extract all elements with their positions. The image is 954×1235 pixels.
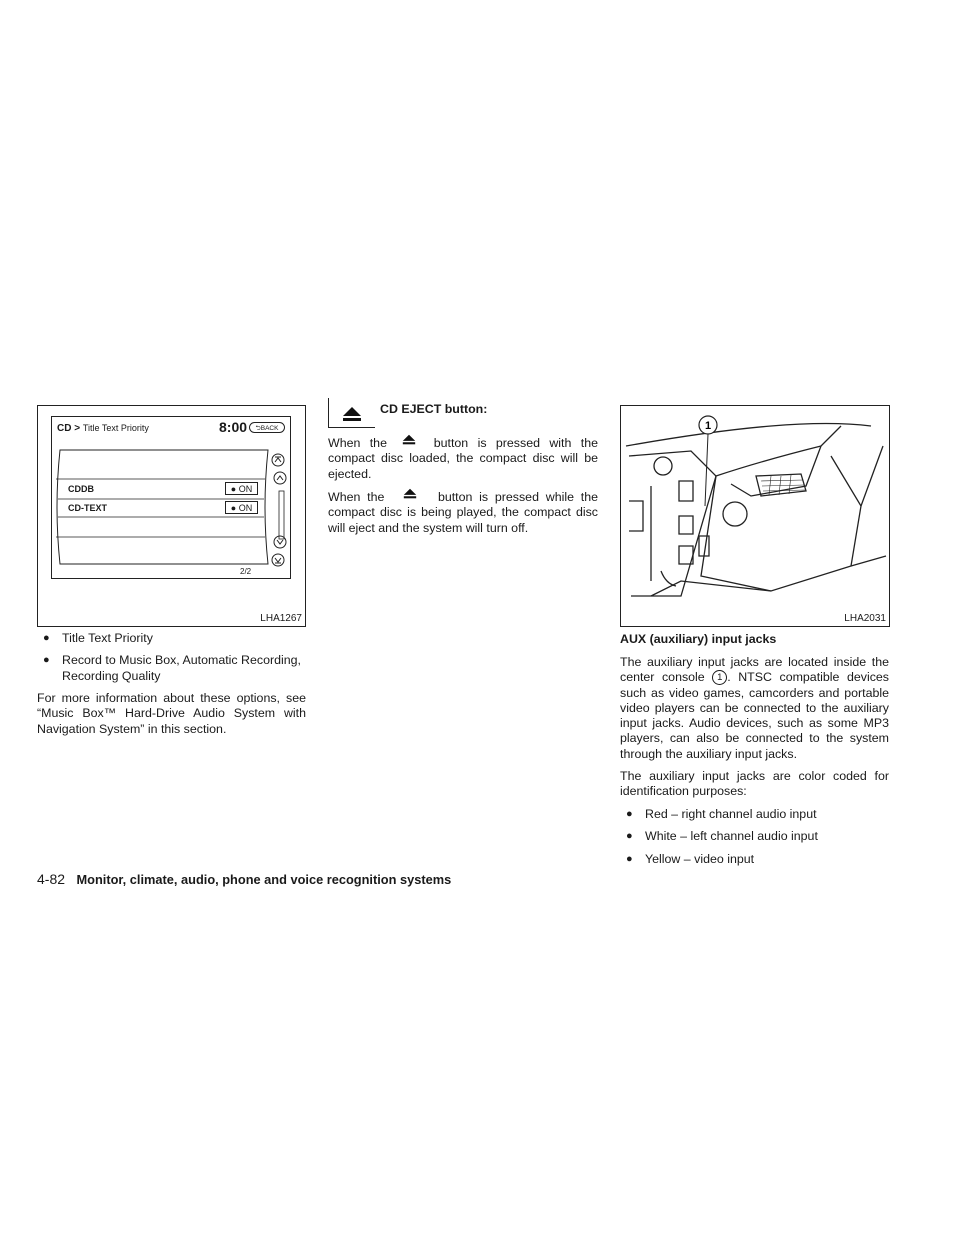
aux-paragraph-2: The auxiliary input jacks are color coded for identification purposes: [620,769,889,799]
aux-heading: AUX (auxiliary) input jacks [620,632,777,646]
list-item: ● Red – right channel audio input [626,807,817,821]
aux-bullet-list [620,807,889,867]
page-indicator: 2/2 [240,567,252,576]
cd-text-on-toggle[interactable] [225,501,258,514]
figure-label: LHA1267 [260,613,302,624]
eject-icon [403,488,417,499]
clock: 8:00 [219,419,248,435]
bullet-icon: ● [43,654,50,667]
scroll-up-icon [274,472,286,484]
list-item: ● Yellow – video input [626,851,755,866]
breadcrumb-separator: > [74,423,81,434]
back-arrow-icon: ⮌ [255,425,261,432]
aux-paragraph-1: The auxiliary input jacks are located inside the center console 1 . NTSC compatible devices such as video games, camcorders and portable video players can be connected to the auxiliary input jacks. Audio devices, such as some MP3 players, can also be connected to the system through the auxiliary input jacks. [620,655,889,761]
row-cd-text-label: CD-TEXT [68,503,107,513]
eject-heading: CD EJECT button: [380,402,488,416]
row-cddb[interactable] [68,482,258,496]
scroll-down-icon [274,536,286,548]
figure-center-console [620,405,890,627]
bullet-icon: ● [626,808,633,820]
section-title: Monitor, climate, audio, phone and voice recognition systems [76,872,452,887]
bullet-icon: ● [626,852,633,865]
list-panel [52,417,292,580]
scroll-top-icon [272,454,284,466]
page-number: 4-82 [37,871,66,887]
center-console-illustration [621,406,889,611]
eject-paragraph-1: When the button is pressed with the compact disc loaded, the compact disc will be ejected. [328,436,598,481]
row-cddb-label: CDDB [68,484,94,494]
bullet-icon: ● [43,632,50,644]
cd-text-on-label: ON [238,503,253,513]
figure-label: LHA2031 [844,613,886,624]
row-cd-text[interactable] [68,501,258,515]
back-label: BACK [260,425,279,432]
breadcrumb-cd: CD [57,423,72,434]
eject-paragraph-2: When the button is pressed while the compact disc is being played, the compact disc will eject and the system will turn off. [328,490,598,535]
eject-icon [402,434,416,445]
page-footer [37,871,451,889]
cddb-on-label: ON [238,484,253,494]
list-item: ● Record to Music Box, Automatic Recording, Recording Quality [43,653,301,683]
figure-title-text-priority [37,405,306,627]
eject-icon-box [328,398,375,428]
on-dot-icon: ● [230,503,237,513]
on-dot-icon: ● [230,484,237,494]
cddb-on-toggle[interactable] [225,482,258,495]
scroll-bottom-icon [272,554,284,566]
callout-number: 1 [704,420,712,432]
list-item: ● White – left channel audio input [626,829,818,844]
screen-title: Title Text Priority [82,423,149,433]
left-paragraph: For more information about these options, see “Music Box™ Hard-Drive Audio System with Navigation System” in this section. [37,691,306,736]
bullet-icon: ● [626,830,633,843]
eject-icon [342,406,362,422]
callout-number: 1 [712,670,727,685]
scrollbar-track [279,491,284,539]
list-item: ● Title Text Priority [43,631,153,645]
left-bullet-list [37,631,306,684]
display-screen [51,416,291,579]
